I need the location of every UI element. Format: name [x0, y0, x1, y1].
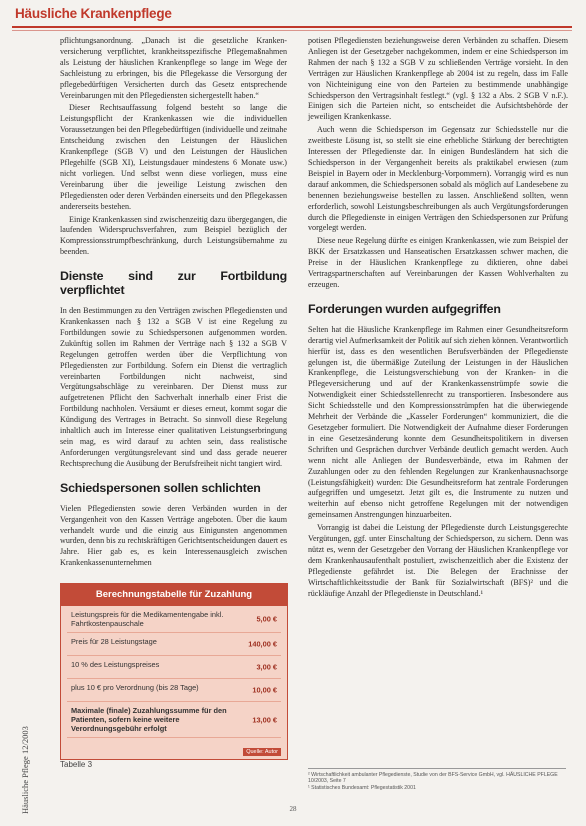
- table-row: [67, 606, 281, 633]
- paragraph: pflichtungsanordnung. „Danach ist die gesetzliche Krankenversicherung verpflichtet, krankheitsspezifische Pflegemaßnahmen als Leistung der häuslichen Krankenpflege so lange im Wege der Sachleistung zu erbringen, bis die Pflegekasse die Versorgung der pflegebedürftigen Versicherten durch das Gesetz entsprechende Vereinbarungen mit den Pflegediensten sichergestellt haben.“: [60, 36, 287, 100]
- rate-table-source: Quelle: Autor: [243, 748, 281, 756]
- table-row-value: 140,00 €: [248, 639, 277, 649]
- table-row-label: Preis für 28 Leistungstage: [71, 637, 157, 646]
- table-row-value: 13,00 €: [252, 715, 277, 724]
- table-row: [67, 679, 281, 702]
- paragraph: Einige Krankenkassen sind zwischenzeitig dazu übergegangen, die laufenden Widerspruchsverfahren, zum Beispiel bezüglich der Kompressionsstrumpfbeschränkung, durch Leistungsübernahme zu beenden.: [60, 214, 287, 257]
- table-row-value: 5,00 €: [256, 614, 277, 624]
- table-row-label: plus 10 € pro Verordnung (bis 28 Tage): [71, 683, 199, 692]
- left-column: [60, 36, 287, 571]
- rate-table: [60, 583, 288, 760]
- section-heading: Dienste sind zur Fortbildung verpflichtet: [60, 269, 287, 298]
- section-heading: Schiedspersonen sollen schlichten: [60, 480, 261, 495]
- header-rule-thin: [12, 30, 572, 31]
- journal-side-note: Häusliche Pflege 12/2003: [20, 726, 30, 814]
- table-row: [67, 633, 281, 656]
- table-row-total: [67, 702, 281, 738]
- section-heading: Forderungen wurden aufgegriffen: [308, 301, 501, 316]
- paragraph: Selten hat die Häusliche Krankenpflege im Rahmen einer Gesundheitsreform derartig viel Aufmerksamkeit der Politik auf sich ziehen können. Verantwortlich hierfür ist, dass es den wesentlichen Berufsverbänden der Pflegedienste gelungen ist, die übermäßige Zuteilung der Leistungen in der Häuslichen Krankenpflege, die Leistungsverschiebung von der Kranken- in die Pflegeversicherung und auf der Krankenkassenstrümpfe sowie die Notwendigkeit einer Schiedsstellenrecht zu transportieren. Insbesondere aus Sicht Schiedsstelle und den Kompressionsstrümpfen hat die überwiegende Mehrheit der Verbände die „Kasseler Forderungen“ kommuniziert, die die Gesetzgeber formuliert. Die Notwendigkeit der Aufnahme dieser Forderungen in eine Gesetzesänderung konnte dem Gesundheitspolitikern in diversen Schriften und Gesprächen durchver Verbände deutlich gemacht werden. Auch wenn nicht alle Anliegen der Bundesverbände, etwa im Rahmen der Zuzahlungen oder zu den fehlenden Regelungen zur Krankenhausnachsorge (Leistungsfähigkeit) wurden: Die Gesundheitsreform hat zentrale Forderungen aufgegriffen und umgesetzt. Jetzt gilt es, die Instrumente zu nutzen und weiterhin auf ebenso nicht getroffene Regelungen mit der notwendigen gemeinsamen Anstrengungen hinzuarbeiten.: [308, 324, 568, 520]
- paragraph: Vorrangig ist dabei die Leistung der Pflegedienste durch Leistungsgerechte Vergütungen, ggf. unter Einschaltung der Schiedsperson, zu sichern. Denn was nützt es, wenn der Gesetzgeber den Vorrang der Häuslichen Krankenpflege vor dem Krankenhausaufenthalt postuliert, zwischenzeitlich aber die Existenz der Pflegedienste gefährdet ist. Die Belegen der Erachnisse der Wirtschaftlichkeitsstudie der Bank für Sozialwirtschaft (BFS)² und die rückläufige Anzahl der Pflegedienste in Deutschland.¹: [308, 523, 568, 598]
- header-rule: [12, 26, 572, 28]
- table-caption: Tabelle 3: [60, 760, 93, 769]
- footnotes: [308, 768, 566, 791]
- section-header-title: Häusliche Krankenpflege: [15, 6, 172, 21]
- table-row-label: Maximale (finale) Zuzahlungssumme für den Patienten, sofern keine weitere Verordnungsgebühr erfolgt: [71, 706, 227, 733]
- table-row: [67, 656, 281, 679]
- footnote: ² Wirtschaftlichkeit ambulanter Pflegedienste, Studie von der BFS-Service GmbH, vgl. HÄUSLICHE PFLEGE 10/2003, Seite 7: [308, 772, 558, 785]
- table-row-value: 10,00 €: [252, 685, 277, 695]
- rate-table-title: Berechnungstabelle für Zuzahlung: [61, 584, 287, 606]
- paragraph: Dieser Rechtsauffassung folgend besteht so lange die Leistungspflicht der Krankenkassen wie die individuellen Voraussetzungen bei den Pflegebedürftigen (individuelle und zeitnahe Entscheidung zwischen den Leistungen der Häuslichen Krankenpflege (SGB V) und den Leistungen der Häuslichen Pflegehilfe (SGB XI), Leistungsdauer mindestens 6 Monate usw.) nicht vorliegen. Und selbst wenn diese vorliegen, muss eine Vereinbarung über die jeweilige Leistung zwischen den Pflegediensten oder deren Verbänden einerseits und den Pflegekassen andererseits bestehen.: [60, 103, 287, 211]
- paragraph: Auch wenn die Schiedsperson im Gegensatz zur Schiedsstelle nur die zweitbeste Lösung ist, so stellt sie eine erhebliche Stärkung der berechtigten Interessen der Pflegedienste dar. In einigen Bundesländern hat sich die Schiedsperson in der Vergangenheit bereits als praktikabel erwiesen (zum Beispiel in Bayern oder in Mecklenburg-Vorpommern). Vorrangig wird es nun darauf ankommen, die Schiedspersonen sobald als möglich auf Landesebene zu benennen beziehungsweise bestellen zu lassen. Anschließend sollten, wenn erforderlich, sowohl Leistungsbeschreibungen als auch Vergütungsforderungen durch die Pflegedienste in einigen Verträgen den Schiedspersonen zur Prüfung vorgelegt werden.: [308, 125, 568, 233]
- paragraph: Diese neue Regelung dürfte es einigen Krankenkassen, wie zum Beispiel der BKK der Ersatzkassen und Hanseatischen Ersatzkassen schwer machen, die Preise in der Häuslichen Krankenpflege zu diktieren, ohne dabei Vertragspartnerschaften auf Vereinbarungen der Kassen Wohlverhalten zu erzeugen.: [308, 236, 568, 289]
- paragraph: In den Bestimmungen zu den Verträgen zwischen Pflegediensten und Krankenkassen nach § 132 a SGB V ist eine Regelung zu Fortbildungen sowie zu Schiedspersonen aufgenommen worden. Zukünftig sollen im Rahmen der Verträge nach § 132 a SGB V Regelungen getroffen werden über die Verpflichtung von Pflegediensten zur Fortbildung. Sofern ein Dienst die vertraglich vereinbarten Fortbildungen nicht nachweist, sind Vergütungsabschläge zu vereinbaren. Der Dienst muss zur aufgetretenen Pflicht den Sachverhalt innerhalb einer Frist die Fortbildung nachholen. Versäumt er dieses erneut, kommt sogar die Kündigung des Vertrages in Betracht. So sinnvoll diese Regelung inhaltlich auch im Interesse einer qualitativen Leistungserbringung sein mag, es wird darauf zu achten sein, dass realistische Anforderungen vergütungsrelevant sind und dass gerade neuerer Rechtsprechung die Ausübung der Berufsfreiheit nicht tangiert wird.: [60, 306, 287, 468]
- page-number: 28: [289, 805, 297, 813]
- table-row-label: Leistungspreis für die Medikamentengabe inkl. Fahrtkostenpauschale: [71, 610, 224, 628]
- table-row-value: 3,00 €: [256, 662, 277, 672]
- footnote: ¹ Statistisches Bundesamt: Pflegestatistik 2001: [308, 784, 416, 791]
- table-row-label: 10 % des Leistungspreises: [71, 660, 160, 669]
- paragraph: potisen Pflegediensten beziehungsweise deren Verbänden zu schaffen. Diesem Anliegen ist der Gesetzgeber nachgekommen, indem er eine Schiedsperson im Rahmen der nach § 132 a SGB V zu schließenden Verträge vorsieht. In den Verträgen zur Häuslichen Krankenpflege ab 2004 ist zu regeln, dass im Falle von Nichteinigung eine von den Parteien zu bestimmende unabhängige Schiedsperson den Vertragsinhalt festlegt.“ (vgl. § 132 a Abs. 2 SGB V n.F.). Einigen sich die Parteien nicht, so entscheidet die Aufsichtsbehörde der jeweiligen Krankenkasse.: [308, 36, 568, 122]
- right-column: [308, 36, 568, 602]
- paragraph: Vielen Pflegediensten sowie deren Verbänden wurden in der Vergangenheit von den Kassen Verträge angeboten. Über die kaum verhandelt wurde und die einzig aus Einigunsten angenommen wurden, denn bis zu rechtskräftigen Gerichtsentscheidungen dauert es Jahre. Hier gab es, es kein Interessenausgleich zwischen Krankenkassenunternehmen: [60, 503, 287, 568]
